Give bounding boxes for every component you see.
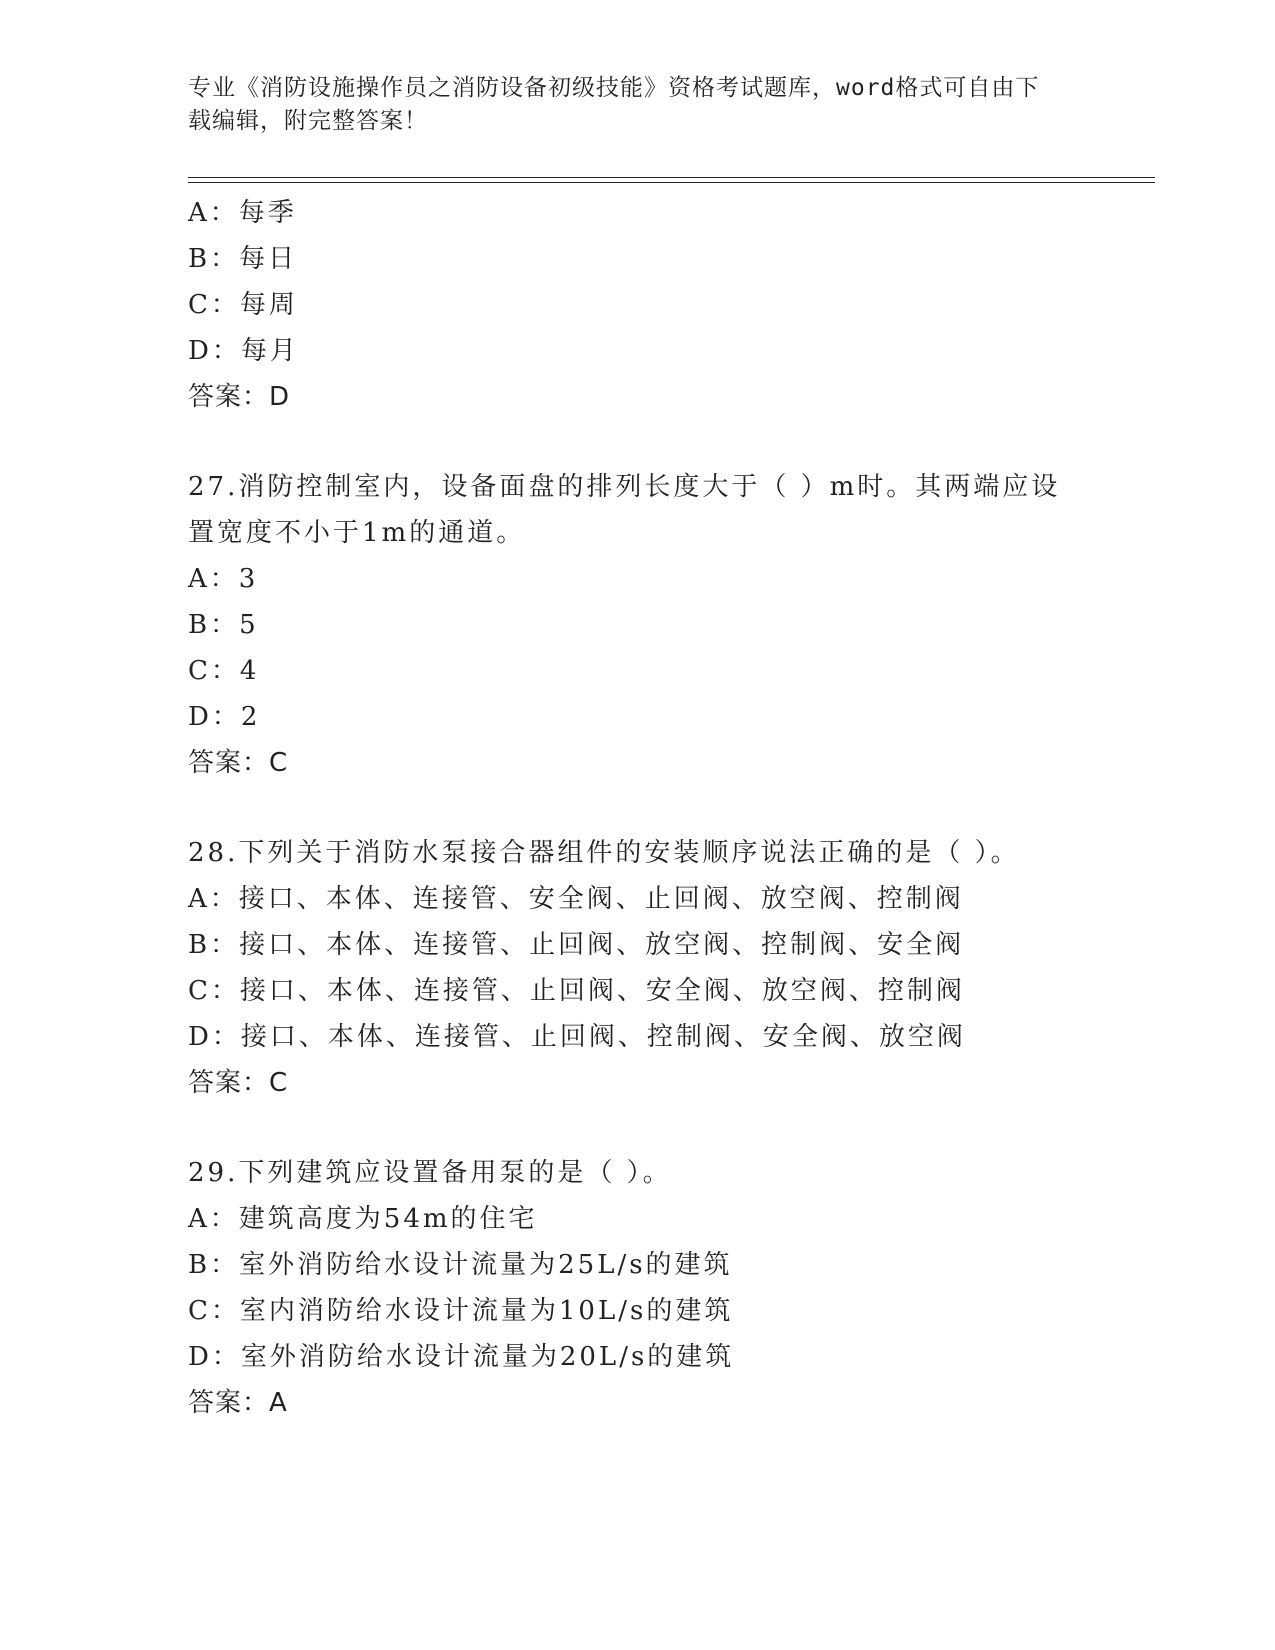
answer-line: 答案：C <box>188 1068 289 1098</box>
header-divider-bottom <box>188 182 1155 183</box>
document-header <box>188 72 1068 138</box>
answer-line: 答案：C <box>188 748 289 778</box>
header-line-2: 载编辑，附完整答案！ <box>188 108 428 134</box>
option-c: C：接口、本体、连接管、止回阀、安全阀、放空阀、控制阀 <box>188 976 965 1006</box>
question-stem: 27.消防控制室内，设备面盘的排列长度大于（ ）m时。其两端应设 <box>188 472 1061 502</box>
option-b: B：室外消防给水设计流量为25L/s的建筑 <box>188 1250 733 1280</box>
option-d: D：室外消防给水设计流量为20L/s的建筑 <box>188 1342 735 1372</box>
question-stem-continued: 置宽度不小于1m的通道。 <box>188 518 526 548</box>
option-b: B：5 <box>188 610 259 640</box>
option-d: D：每月 <box>188 336 299 366</box>
spacer <box>188 420 1148 464</box>
option-d: D：2 <box>188 702 261 732</box>
option-a: A：建筑高度为54m的住宅 <box>188 1204 538 1234</box>
option-a: A：接口、本体、连接管、安全阀、止回阀、放空阀、控制阀 <box>188 884 964 914</box>
option-c: C：室内消防给水设计流量为10L/s的建筑 <box>188 1296 734 1326</box>
question-stem: 29.下列建筑应设置备用泵的是（ ）。 <box>188 1158 672 1188</box>
option-b: B：接口、本体、连接管、止回阀、放空阀、控制阀、安全阀 <box>188 930 965 960</box>
option-c: C：每周 <box>188 290 298 320</box>
spacer <box>188 1106 1148 1150</box>
question-28 <box>188 830 1148 1106</box>
option-c: C：4 <box>188 656 260 686</box>
question-list <box>188 190 1148 1426</box>
option-a: A：每季 <box>188 198 297 228</box>
option-d: D：接口、本体、连接管、止回阀、控制阀、安全阀、放空阀 <box>188 1022 966 1052</box>
option-b: B：每日 <box>188 244 298 274</box>
option-a: A：3 <box>188 564 259 594</box>
answer-line: 答案：A <box>188 1388 288 1418</box>
question-stem: 28.下列关于消防水泵接合器组件的安装顺序说法正确的是（ ）。 <box>188 838 1020 868</box>
header-line-1: 专业《消防设施操作员之消防设备初级技能》资格考试题库，word格式可自由下 <box>188 75 1040 101</box>
question-26 <box>188 190 1148 420</box>
answer-line: 答案：D <box>188 382 291 412</box>
spacer <box>188 786 1148 830</box>
header-divider-top <box>188 177 1155 178</box>
question-27 <box>188 464 1148 786</box>
question-29 <box>188 1150 1148 1426</box>
